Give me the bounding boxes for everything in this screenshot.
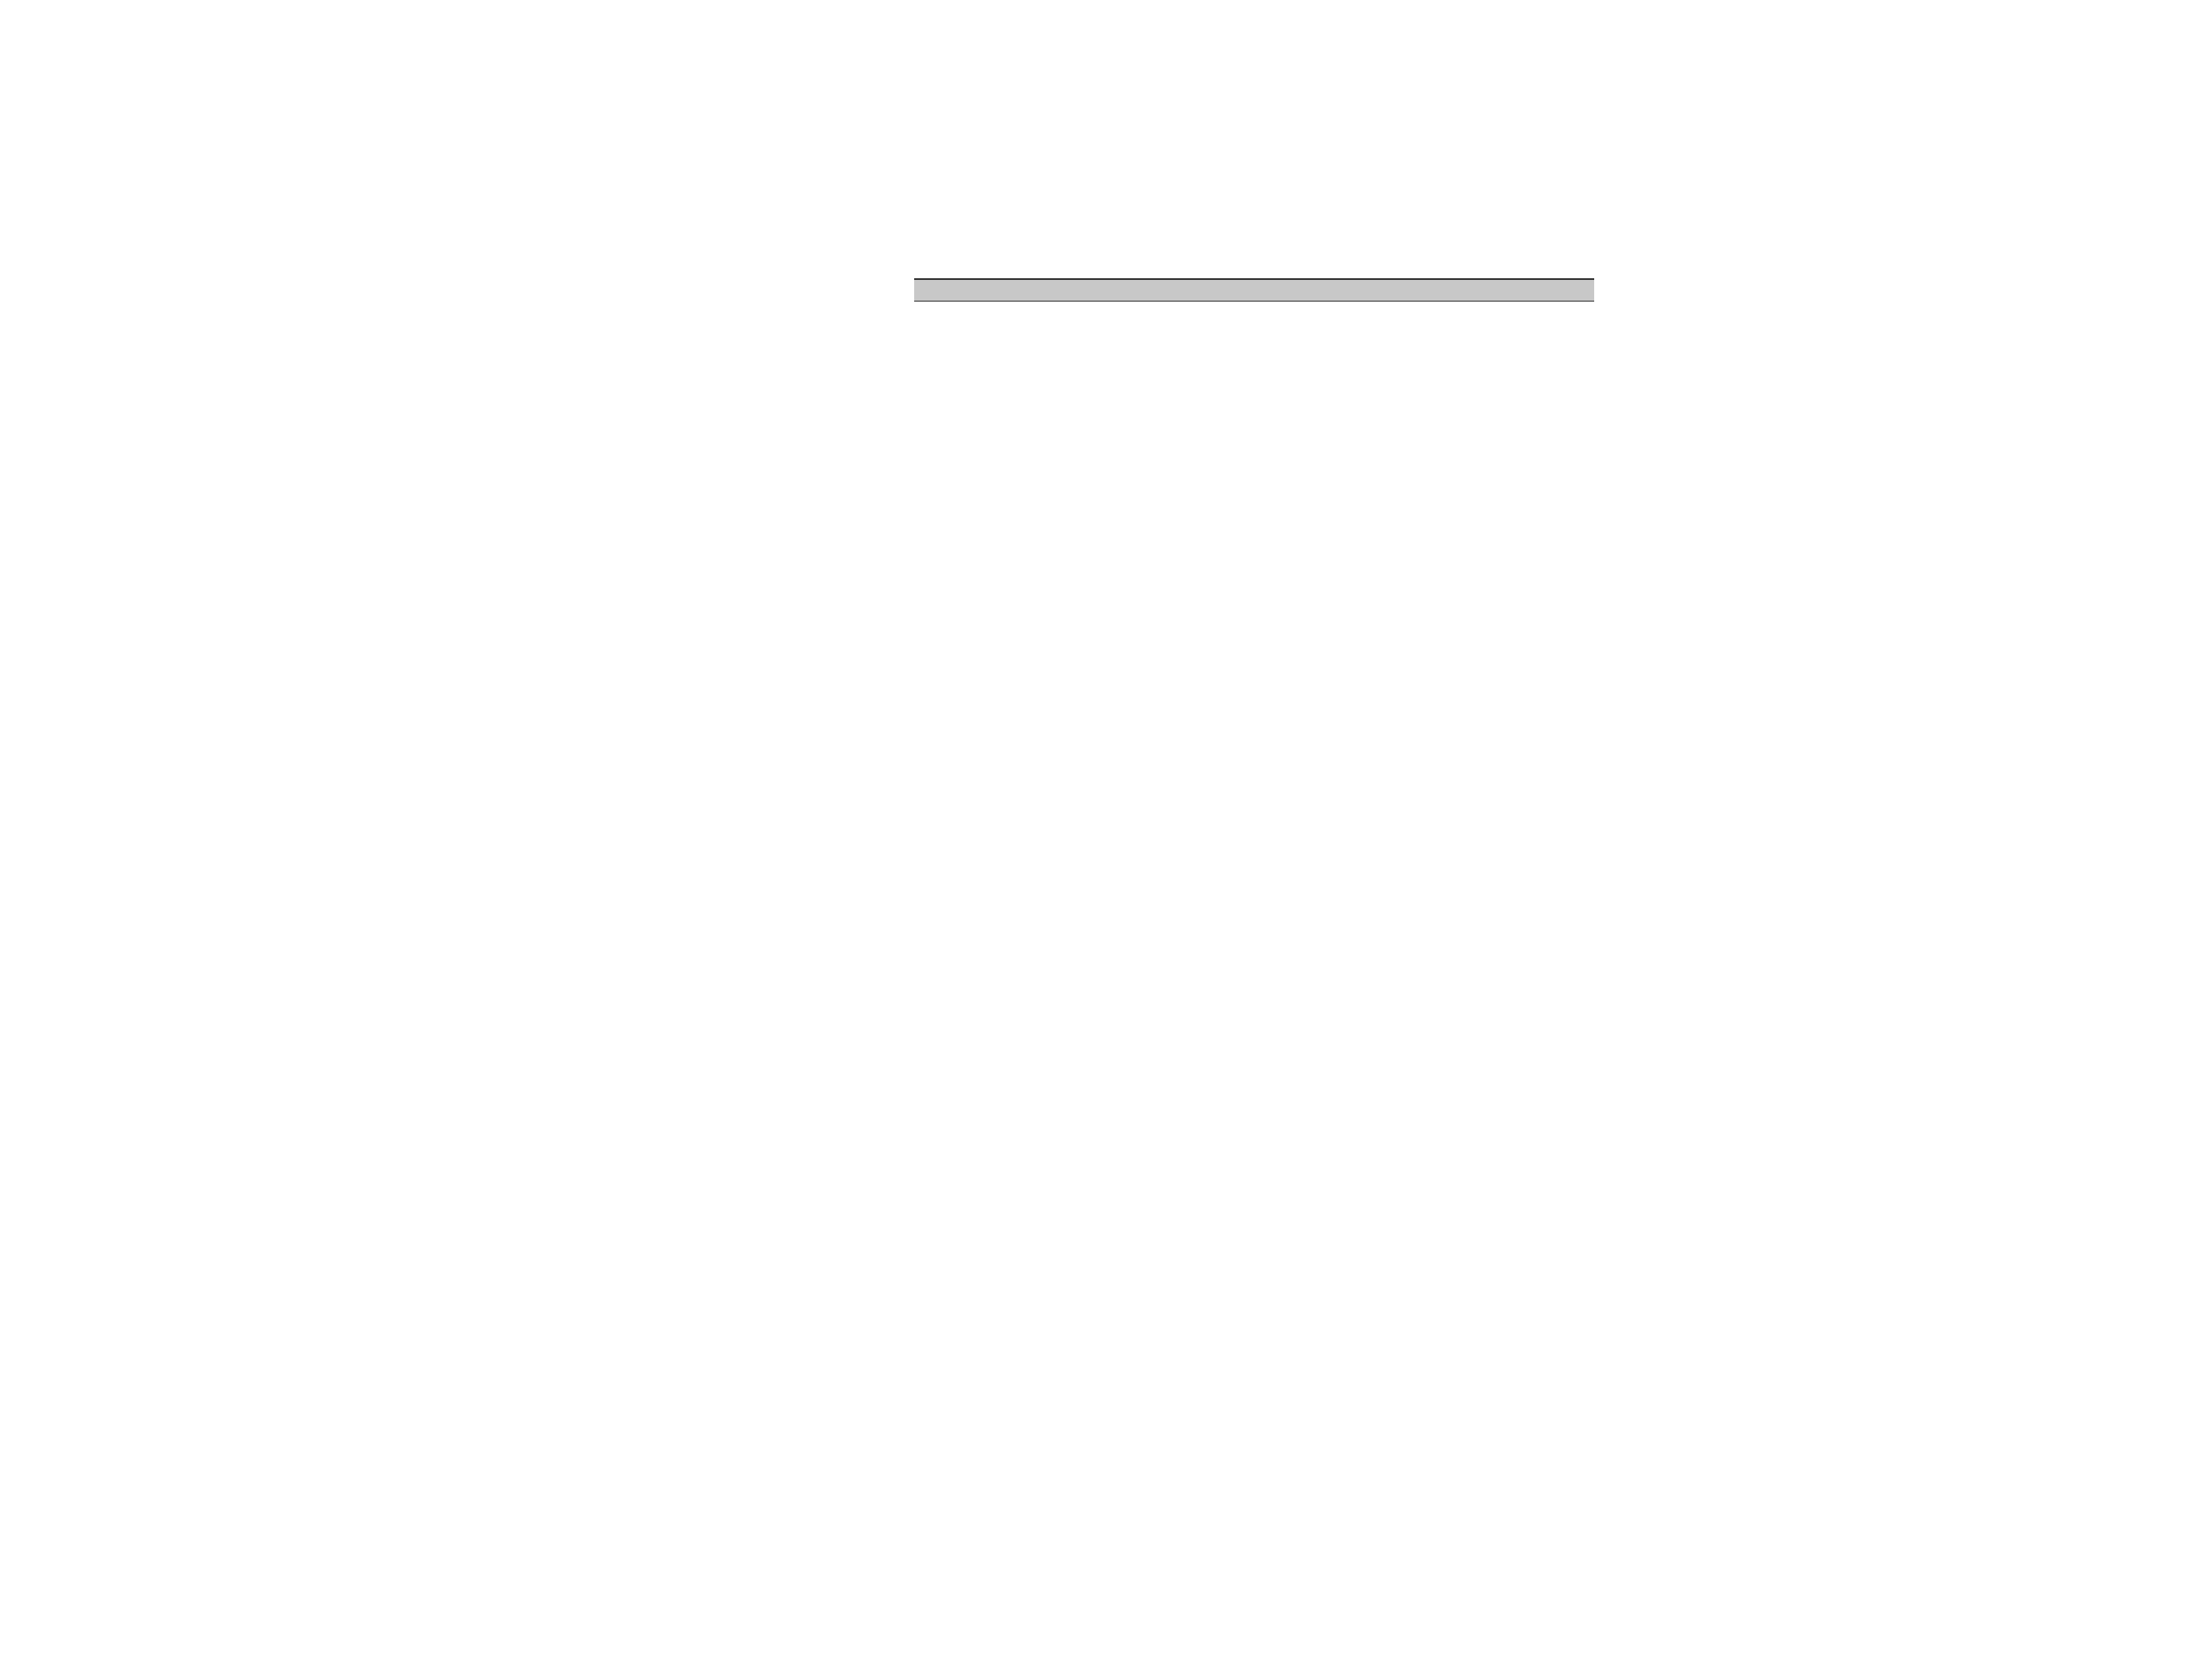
header-band (914, 278, 1594, 302)
budget-spreadsheet (570, 226, 1594, 1659)
